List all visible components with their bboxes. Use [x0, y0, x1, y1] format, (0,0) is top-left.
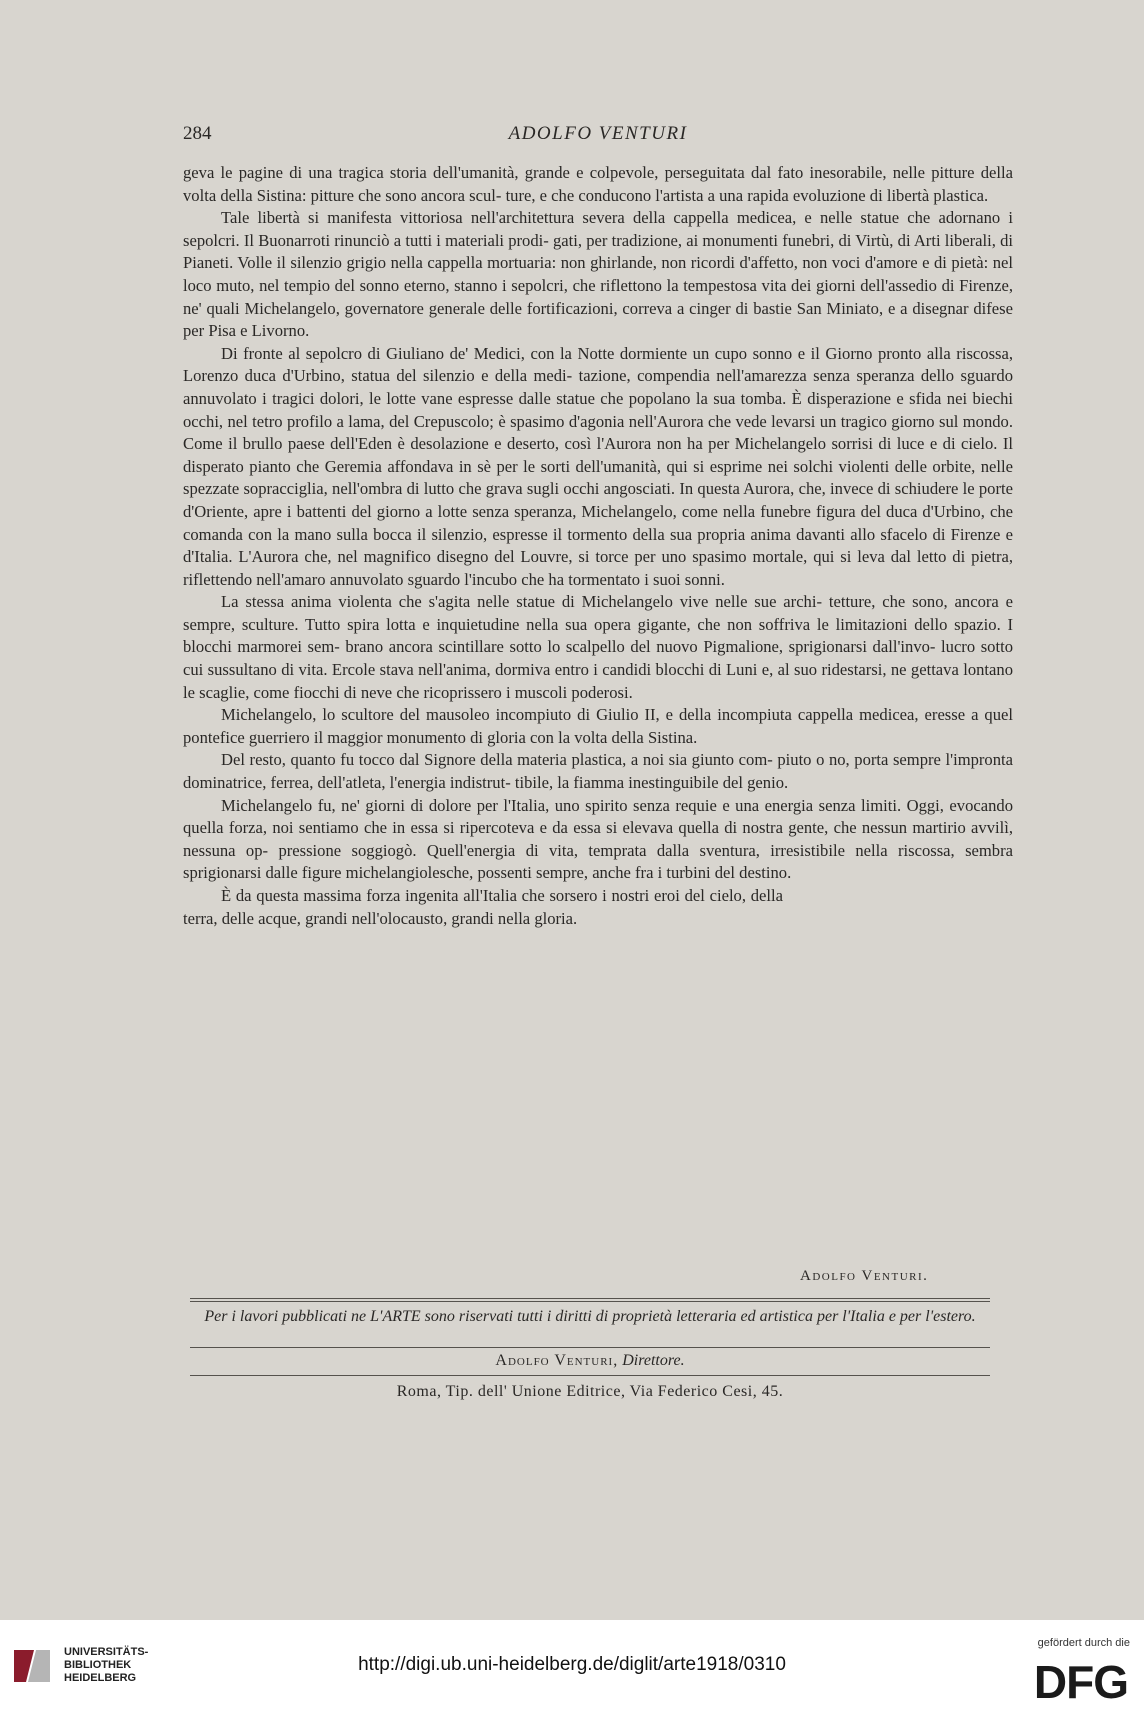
- divider: [190, 1301, 990, 1302]
- printer-imprint: Roma, Tip. dell' Unione Editrice, Via Federico Cesi, 45.: [396, 1383, 784, 1400]
- divider: [190, 1298, 990, 1299]
- paragraph: Michelangelo fu, ne' giorni di dolore per l'Italia, uno spirito senza requie e una energia senza limiti. Oggi, evocando quella forza, noi sentiamo che in essa si ripercoteva e da essa si elevava quella di nostra gente, che nessun martirio avvilì, nessuna op- pressione soggiogò. Quell'energia di vita, temprata dalla sventura, irresistibile nella riscossa, sembra sprigionarsi dalle figure michelangiolesche, possenti sempre, anche fra i turbini del destino.: [183, 795, 1013, 883]
- source-url-link[interactable]: http://digi.ub.uni-heidelberg.de/diglit/arte1918/0310: [358, 1654, 786, 1675]
- paragraph: Di fronte al sepolcro di Giuliano de' Medici, con la Notte dormiente un cupo sonno e il Giorno pronto alla riscossa, Lorenzo duca d'Urbino, statua del silenzio e della medi- tazione, compendia nell'amarezza senza speranza dello sguardo annuvolato i tragici dolori, le lotte vane espresse dalle statue che popolano la sua tomba. È disperazione e sfida nei biechi occhi, nel tetro profilo a lama, del Crepuscolo; è spasimo d'agonia nell'Aurora che vede levarsi un tragico giorno sul mondo. Come il brullo paese dell'Eden è desolazione e deserto, così l'Aurora non ha per Michelangelo sorrisi di luce e di cielo. Il disperato pianto che Geremia affondava in sè per le sorti dell'umanità, qui si esprime nei solchi violenti delle orbite, nelle spezzate sopracciglia, nell'ombra di lutto che grava sugli occhi angosciati. In questa Aurora, che, invece di schiudere le porte d'Oriente, apre i battenti del giorno a lotte senza speranza, Michelangelo, come nella funebre figura del duca d'Urbino, che comanda con la mano sulla bocca il silenzio, espresse il tormento della sua propria anima davanti allo sfacelo di Firenze e d'Italia. L'Aurora che, nel magnifico disegno del Louvre, si torce per uno spasimo mortale, qui si leva dal letto di pietra, riflettendo nell'amaro annuvolato sguardo l'incubo che ha tormentato i suoi sonni.: [183, 343, 1013, 589]
- running-title: ADOLFO VENTURI: [508, 123, 688, 144]
- paragraph: La stessa anima violenta che s'agita nelle statue di Michelangelo vive nelle sue archi- tetture, che sono, ancora e sempre, sculture. Tutto spira lotta e inquietudine nella sua opera gigante, che non soffriva le limitazioni dello spazio. I blocchi marmorei sem- brano ancora scintillare sotto lo scalpello del nuovo Pigmalione, sprigionarsi dall'invo- lucro sotto cui sussultano di vita. Ercole stava nell'anima, dormiva entro i candidi blocchi di Luni e, al suo ridestarsi, ne gettava lontano le scaglie, come fiocchi di neve che ricoprissero i muscoli poderosi.: [183, 592, 1013, 702]
- paragraph: È da questa massima forza ingenita all'Italia che sorsero i nostri eroi del cielo, della terra, delle acque, grandi nell'olocausto, grandi nella gloria.: [183, 886, 783, 928]
- divider: [190, 1347, 990, 1348]
- director-name: Adolfo Venturi,: [495, 1352, 619, 1369]
- author-signature: Adolfo Venturi.: [800, 1268, 929, 1284]
- paragraph: Michelangelo, lo scultore del mausoleo incompiuto di Giulio II, e della incompiuta cappella medicea, eresse a quel pontefice guerriero il maggior monumento di gloria con la volta della Sistina.: [183, 705, 1013, 747]
- dfg-logo: DFG: [1033, 1656, 1128, 1708]
- funded-by-label: gefördert durch die: [1037, 1637, 1130, 1649]
- director-title: Direttore.: [622, 1352, 685, 1369]
- rights-note: Per i lavori pubblicati ne L'ARTE sono riservati tutti i diritti di proprietà letteraria ed artistica per l'Italia e per l'estero.: [204, 1308, 976, 1325]
- paragraph: Del resto, quanto fu tocco dal Signore della materia plastica, a noi sia giunto com- piuto o no, porta sempre l'impronta dominatrice, ferrea, dell'atleta, l'energia indistrut- tibile, la fiamma inestinguibile del genio.: [183, 750, 1013, 793]
- divider: [190, 1375, 990, 1376]
- page-header: [183, 121, 1013, 151]
- page-number: 284: [183, 123, 212, 144]
- director-line: [190, 1352, 990, 1370]
- paragraph: Tale libertà si manifesta vittoriosa nell'architettura severa della cappella medicea, e nelle statue che adornano i sepolcri. Il Buonarroti rinunciò a tutti i materiali prodi- gati, per tradizione, ai monumenti funebri, di Virtù, di Arti liberali, di Pianeti. Volle il silenzio grigio nella cappella mortuaria: non ghirlande, non ricordi d'affetto, non voci d'amore e di pietà: nel loco muto, nel tempio del sonno eterno, stanno i sepolcri, che riflettono la tempestosa vita dei giorni dell'assedio di Firenze, ne' quali Michelangelo, governatore generale delle fortificazioni, correva a cinger di bastie San Miniato, e a disegnar difese per Pisa e Livorno.: [183, 208, 1013, 341]
- paragraph: geva le pagine di una tragica storia dell'umanità, grande e colpevole, perseguitata dal fato inesorabile, nelle pitture della volta della Sistina: pitture che sono ancora scul- ture, e che conducono l'artista a una rapida evoluzione di libertà plastica.: [183, 163, 1013, 205]
- article-body: [183, 162, 1013, 930]
- library-name: UNIVERSITÄTS- BIBLIOTHEK HEIDELBERG: [64, 1646, 149, 1684]
